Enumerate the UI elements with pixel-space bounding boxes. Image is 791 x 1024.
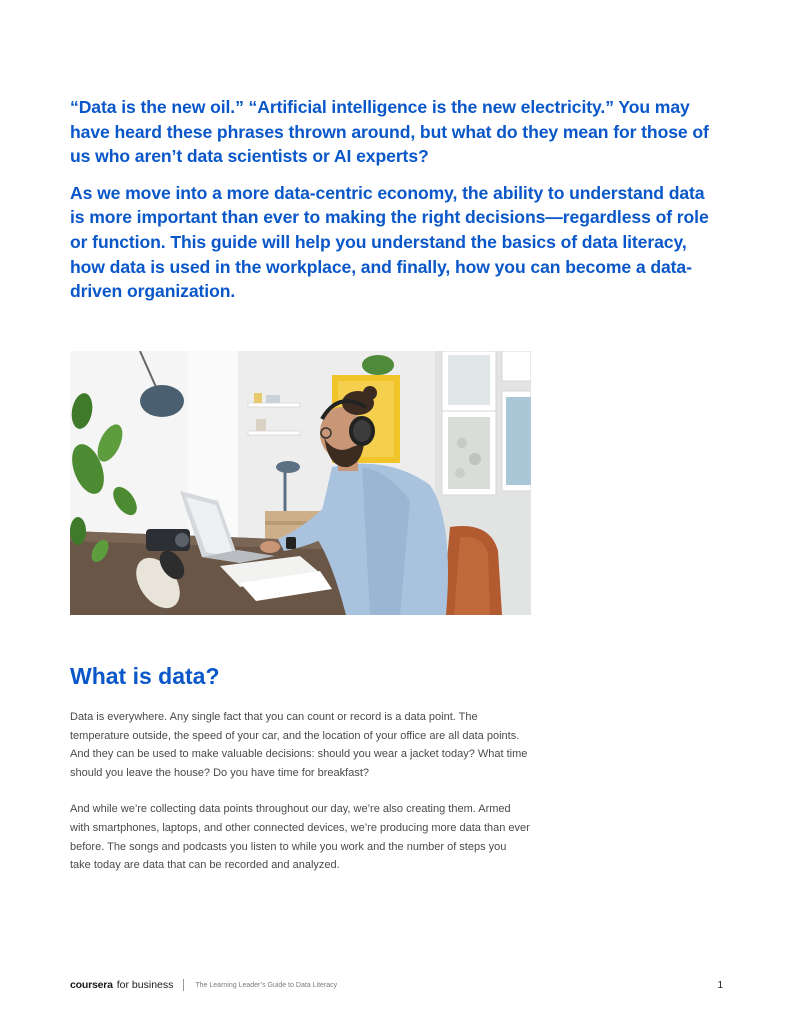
body-paragraph-1: Data is everywhere. Any single fact that you can count or record is a data point. The temperature outside, the speed of your car, and the location of your office are all data points. And they can be used to make valuable decisions: should you wear a jacket today? What time should you leave the house? Do you have time for breakfast?	[70, 711, 528, 779]
intro-paragraph-2: As we move into a more data-centric economy, the ability to understand data is more important than ever to making the right decisions—regardless of role or function. This guide will help you understand the basics of data literacy, how data is used in the workplace, and finally, how you can become a data-driven organization.	[70, 182, 709, 302]
page-number: 1	[717, 979, 723, 991]
document-title: The Learning Leader’s Guide to Data Literacy	[195, 981, 338, 989]
section-title: What is data?	[70, 663, 220, 689]
section-body	[70, 708, 530, 875]
coursera-logo: coursera	[70, 979, 113, 991]
workspace-photo	[70, 351, 531, 615]
footer-divider	[183, 979, 184, 991]
intro-block	[70, 95, 720, 304]
page-footer	[70, 975, 723, 995]
intro-paragraph-1: “Data is the new oil.” “Artificial intelligence is the new electricity.” You may have heard these phrases thrown around, but what do they mean for those of us who aren’t data scientists or AI experts?	[70, 97, 709, 167]
brand-suffix: for business	[116, 979, 174, 991]
body-paragraph-2: And while we’re collecting data points throughout our day, we’re also creating them. Armed with smartphones, laptops, and other connected devices, we’re producing more data than ever before. The songs and podcasts you listen to while you work and the number of steps you take today are data that can be recorded and analyzed.	[70, 803, 530, 872]
